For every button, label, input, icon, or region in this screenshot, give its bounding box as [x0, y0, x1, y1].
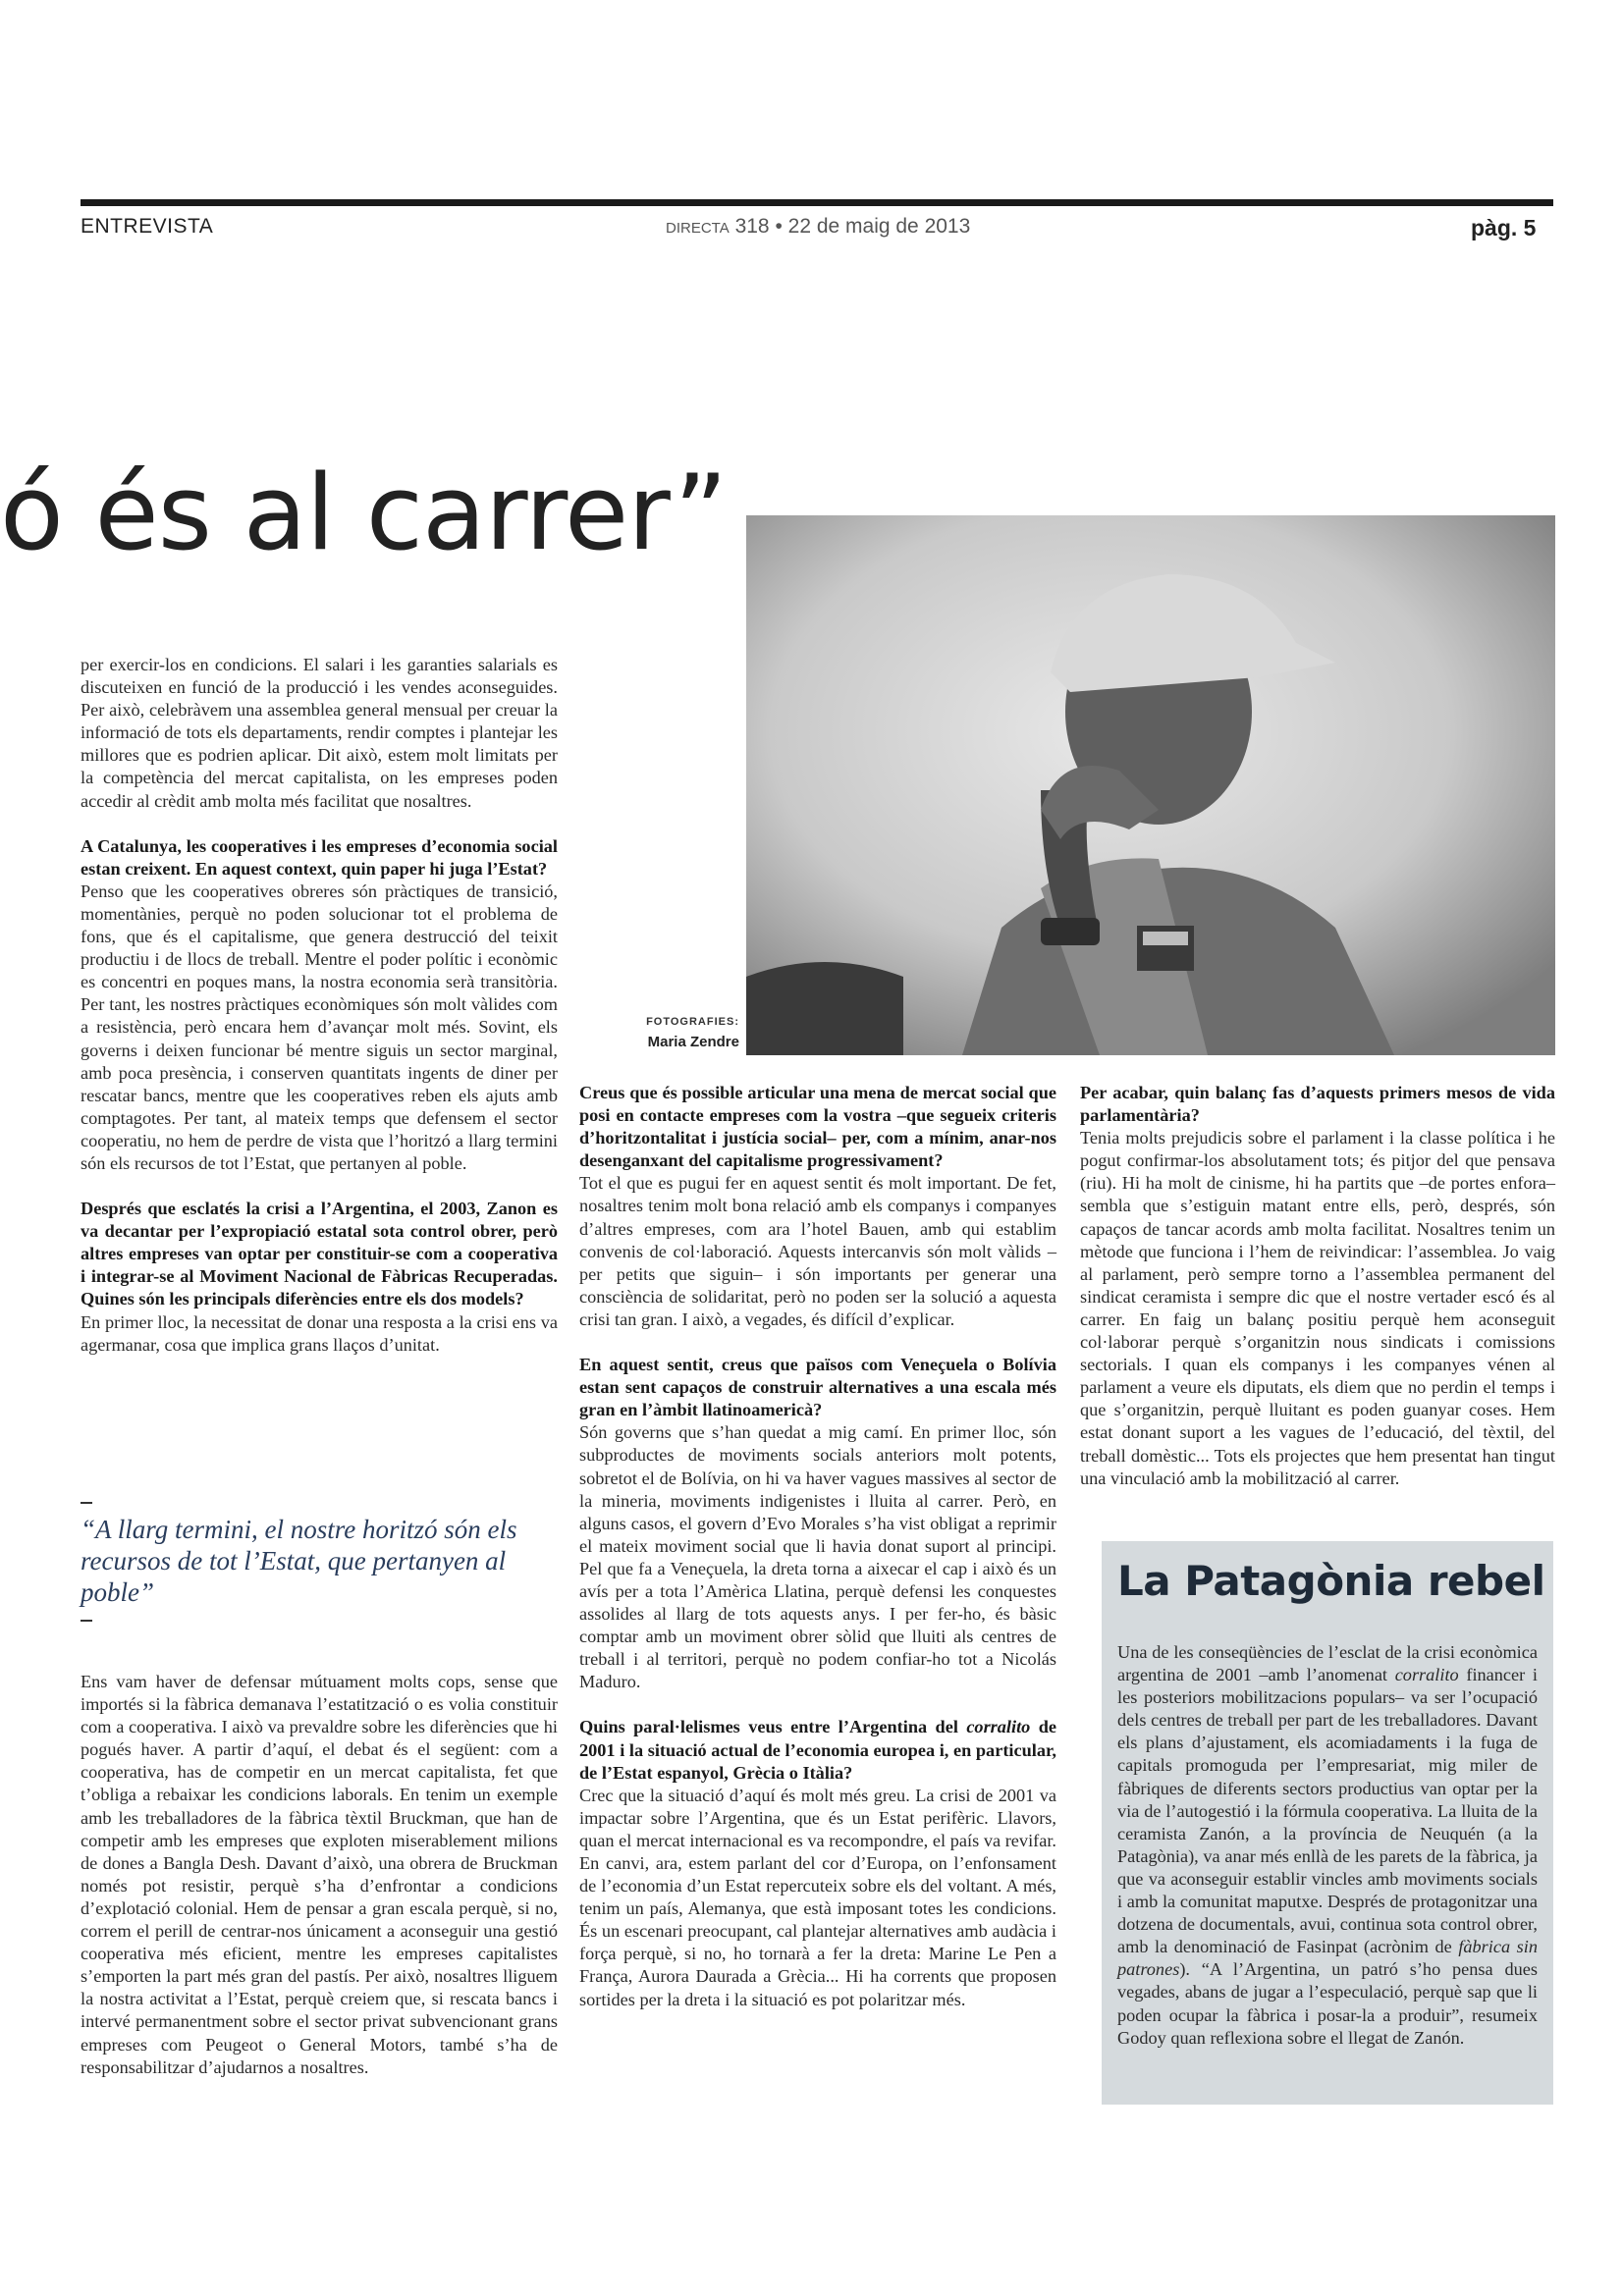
- page-number: pàg. 5: [1471, 215, 1537, 240]
- sidebar-text-part: Una de les conseqüències de l’esclat de la crisi econòmica argentina de 2001 –amb l’anomenat: [1117, 1642, 1538, 1685]
- photo-illustration: [746, 515, 1555, 1055]
- column-1-continued: [81, 1671, 558, 2079]
- credit-name: Maria Zendre: [647, 1034, 739, 1050]
- question-italic: corralito: [966, 1717, 1031, 1737]
- question-part: de 2001 i la situació actual de l’economia europea i, en particular, de l’Estat espanyol, Grècia o Itàlia?: [579, 1717, 1057, 1783]
- divider: [81, 1502, 92, 1504]
- column-1: [81, 654, 558, 1357]
- question: A Catalunya, les cooperatives i les empreses d’economia social estan creixent. En aquest context, quin paper hi juga l’Estat?: [81, 835, 558, 879]
- photo-credit: [646, 1016, 739, 1050]
- answer: Tot el que es pugui fer en aquest sentit és molt important. De fet, nosaltres tenim molt bona relació amb els companys i companyes d’altres empreses, com ara l’hotel Bauen, amb qui establim convenis de col·laboració. Aquests intercanvis són molt vàlids –per petits que siguin– i són importants per generar una consciència de solidaritat, però no poden ser la solució a aquesta crisi tan gran. I això, a vegades, és difícil d’explicar.: [579, 1173, 1056, 1329]
- sidebar-title: La Patagònia rebel: [1117, 1557, 1545, 1605]
- top-rule: [81, 199, 1553, 206]
- divider: [81, 1620, 92, 1622]
- sidebar-text-italic: corralito: [1394, 1665, 1459, 1685]
- sidebar-text-part: financer i les posteriors mobilitzacions populars– va ser l’ocupació dels centres de treball per part de les treballadores. Davant els plans d’ajustament, els acomiadaments i la fuga de capitals promoguda per l’empresariat, mig miler de fàbriques de diferents sectors productius van optar per la via de l’autogestió i la fórmula cooperativa. La lluita de la ceramista Zanón, a la província de Neuquén (a la Patagònia), va anar més enllà de les parets de la fàbrica, ja que va aconseguir establir vincles amb moviments socials i amb la comunitat maputxe. Després de protagonitzar una dotzena de documentals, avui, continua sota control obrer, amb la denominació de Fasinpat (acrònim de: [1117, 1665, 1538, 1957]
- answer: Crec que la situació d’aquí és molt més greu. La crisi de 2001 va impactar sobre l’Argentina, que és un Estat perifèric. Llavors, quan el mercat internacional es va recompondre, el país va revifar. En canvi, ara, estem parlant del cor d’Europa, on l’enfonsament de l’economia d’un Estat repercuteix sobre els del voltant. A més, tenim un país, Alemanya, que està imposant totes les condicions. És un escenari preocupant, cal plantejar alternatives amb audàcia i força perquè, si no, ho tornarà a fer la dreta: Marine Le Pen a França, Aurora Daurada a Grècia... Hi ha corrents que proposen sortides per la dreta i la situació es pot polaritzar més.: [579, 1785, 1056, 2009]
- sidebar-text: [1117, 1641, 1538, 2050]
- publication-info: [666, 215, 970, 239]
- credit-label: FOTOGRAFIES:: [646, 1016, 739, 1028]
- publication-name: DIRECTA: [666, 220, 730, 237]
- sidebar-text-italic: fàbrica sin patrones: [1117, 1937, 1538, 1980]
- paragraph: Ens vam haver de defensar mútuament molts cops, sense que importés si la fàbrica demanava l’estatització o es volia constituir com a cooperativa. I això va prevaldre sobre les diferències que hi pogués haver. A partir d’aquí, el debat és el següent: com a cooperativa, has de competir en un mercat capitalista, fet que t’obliga a rebaixar les condicions laborals. En tenim un exemple amb les treballadores de la fàbrica tèxtil Bruckman, que han de competir amb les empreses que exploten miserablement milions de dones a Bangla Desh. Davant d’això, una obrera de Bruckman només pot resistir, perquè s’ha d’enfrontar a condicions d’explotació colonial. Hem de pensar a gran escala perquè, si no, correm el perill de centrar-nos únicament a aconseguir una gestió cooperativa més eficient, mentre les empreses capitalistes s’emporten la part més gran del pastís. Per això, nosaltres lliguem la nostra activitat a l’Estat, perquè creiem que, si rescata bancs i intervé permanentment sobre el sector privat subvencionant grans empreses com Peugeot o General Motors, també s’ha de responsabilitzar d’ajudarnos a nosaltres.: [81, 1672, 558, 2077]
- question: [579, 1716, 1056, 1784]
- sidebar-text-part: ). “A l’Argentina, un patró s’ho pensa dues vegades, abans de jugar a l’especulació, perquè sap que li poden ocupar la fàbrica i posar-la a produir”, resumeix Godoy quan reflexiona sobre el llegat de Zanón.: [1117, 1959, 1538, 2048]
- question: Després que esclatés la crisi a l’Argentina, el 2003, Zanon es va decantar per l’expropiació estatal sota control obrer, però altres empreses van optar per constituir-se com a cooperativa i integrar-se al Moviment Nacional de Fàbricas Recuperadas. Quines són les principals diferències entre els dos models?: [81, 1199, 558, 1309]
- column-3: [1080, 1082, 1555, 1490]
- paragraph: per exercir-los en condicions. El salari i les garanties salarials es discuteixen en funció de la producció i les vendes aconseguides. Per això, celebràvem una assemblea general mensual per creuar la informació de tots els departaments, rendir comptes i plantejar les millores que es podrien aplicar. Dit això, estem molt limitats per la competència del mercat capitalista, on les empreses poden accedir al crèdit amb molta més facilitat que nosaltres.: [81, 655, 558, 811]
- answer: Tenia molts prejudicis sobre el parlament i la classe política i he pogut confirmar-los absolutament tots; és pitjor del que pensava (riu). Hi ha molt de cinisme, hi ha partits que –de portes enfora– sembla que s’estiguin matant entre ells, però, després, són capaços de tancar acords amb molta facilitat. Nosaltres tenim un mètode que funciona i l’hem de reivindicar: l’assemblea. Jo vaig al parlament, però sempre torno a l’assemblea permanent del sindicat ceramista i sempre dic que el nostre vertader escó és al carrer. En faig un balanç positiu perquè hem aconseguit col·laborar perquè s’organitzin nous sindicats i comissions sectorials. I quan els companys i les companyes vénen al parlament a veure els diputats, els diem que no perdin el temps i que s’organitzin, perquè lluitant es poden guanyar coses. Hem estat donant suport a les vagues de l’educació, del tèxtil, del treball domèstic... Tots els projectes que hem presentat han tingut una vinculació amb la mobilització al carrer.: [1080, 1128, 1555, 1488]
- headline: ó és al carrer”: [0, 453, 728, 573]
- column-2: [579, 1082, 1056, 2011]
- answer: En primer lloc, la necessitat de donar una resposta a la crisi ens va agermanar, cosa que implica grans llaços d’unitat.: [81, 1311, 558, 1355]
- question: Per acabar, quin balanç fas d’aquests primers mesos de vida parlamentària?: [1080, 1083, 1555, 1126]
- question: Creus que és possible articular una mena de mercat social que posi en contacte empreses com la vostra –que segueix criteris d’horitzontalitat i justícia social– per, com a mínim, anar-nos desenganxant del capitalisme progressivament?: [579, 1083, 1056, 1171]
- section-label: ENTREVISTA: [81, 215, 214, 238]
- issue-date: 318 • 22 de maig de 2013: [734, 215, 971, 238]
- sidebar-box: [1102, 1541, 1553, 2105]
- question: En aquest sentit, creus que països com Veneçuela o Bolívia estan sent capaços de construir alternatives a una escala més gran en l’àmbit llatinoamericà?: [579, 1355, 1056, 1420]
- answer: Penso que les cooperatives obreres són pràctiques de transició, momentànies, perquè no poden solucionar tot el problema de fons, que és el capitalisme, que genera destrucció del teixit productiu i de llocs de treball. Mentre el poder polític i econòmic es concentri en poques mans, la nostra economia serà transitòria. Per tant, les nostres pràctiques econòmiques són molt vàlides com a resistència, però encara hem d’avançar molt més. Sovint, els governs i deixen funcionar bé mentre siguis un sector marginal, amb poca presència, i conserven quantitats ingents de diner per rescatar bancs, mentre que les cooperatives reben els ajuts amb comptagotes. Per tant, al mateix temps que defensem el sector cooperatiu, no hem de perdre de vista que l’horitzó a llarg termini són els recursos de tot l’Estat, que pertanyen al poble.: [81, 881, 558, 1173]
- question-part: Quins paral·lelismes veus entre l’Argentina del: [579, 1717, 967, 1737]
- pull-quote-text: “A llarg termini, el nostre horitzó són els recursos de tot l’Estat, que pertanyen al poble”: [81, 1515, 517, 1607]
- answer: Són governs que s’han quedat a mig camí. En primer lloc, són subproductes de moviments socials anteriors molt potents, sobretot el de Bolívia, on hi va haver vagues massives al sector de la mineria, moviments indigenistes i lluita al carrer. Però, en alguns casos, el govern d’Evo Morales s’ha vist obligat a reprimir el mateix moviment social que li havia donat suport al principi. Pel que fa a Veneçuela, la dreta torna a aixecar el cap i això és un avís per a tota l’Amèrica Llatina, perquè defensi les conquestes assolides al llarg de tots aquests anys. I per fer-ho, és bàsic comptar amb un moviment obrer sòlid que lluiti als centres de treball i al territori, perquè no podem confiar-ho tot a Nicolás Maduro.: [579, 1422, 1056, 1692]
- pull-quote: [81, 1502, 558, 1622]
- interview-photo: [746, 515, 1555, 1055]
